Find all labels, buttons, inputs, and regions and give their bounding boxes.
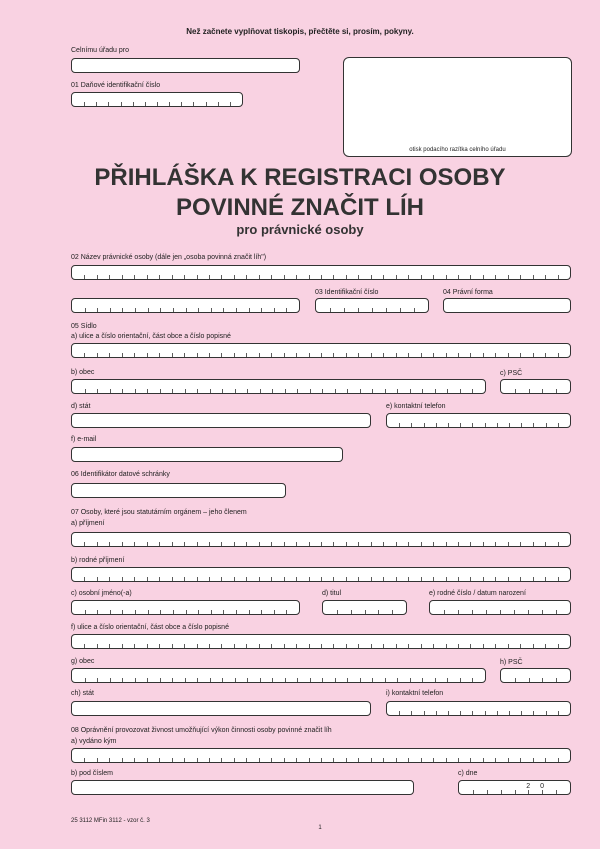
person-street-field[interactable] bbox=[71, 634, 571, 649]
seat-city-label: b) obec bbox=[71, 369, 95, 376]
instructions-notice: Než začnete vyplňovat tiskopis, přečtěte si, prosím, pokyny. bbox=[186, 27, 414, 36]
stamp-box bbox=[343, 57, 572, 157]
comb-ticks bbox=[387, 423, 570, 427]
license-date-label: c) dne bbox=[458, 770, 478, 777]
form-subtitle: pro právnické osoby bbox=[236, 222, 364, 237]
office-label: Celnímu úřadu pro bbox=[71, 47, 129, 54]
person-zip-field[interactable] bbox=[500, 668, 571, 683]
person-surname-label: a) příjmení bbox=[71, 520, 105, 527]
seat-phone-field[interactable] bbox=[386, 413, 571, 428]
stamp-label: otisk podacího razítka celního úřadu bbox=[409, 147, 506, 153]
comb-ticks bbox=[501, 678, 570, 682]
person-surname-field[interactable] bbox=[71, 532, 571, 547]
person-phone-label: i) kontaktní telefon bbox=[386, 690, 444, 697]
comb-ticks bbox=[323, 610, 406, 614]
comb-ticks bbox=[72, 102, 242, 106]
statutory-label: 07 Osoby, které jsou statutárním orgánem – jeho členem bbox=[71, 509, 247, 516]
tax-id-field[interactable] bbox=[71, 92, 243, 107]
person-zip-label: h) PSČ bbox=[500, 659, 523, 666]
person-phone-field[interactable] bbox=[386, 701, 571, 716]
comb-ticks bbox=[72, 758, 570, 762]
databox-label: 06 Identifikátor datové schránky bbox=[71, 471, 170, 478]
license-label: 08 Oprávnění provozovat živnost umožňující výkon činnosti osoby povinné značit líh bbox=[71, 727, 332, 734]
person-birth-surname-field[interactable] bbox=[71, 567, 571, 582]
person-country-field[interactable] bbox=[71, 701, 371, 716]
comb-ticks bbox=[430, 610, 570, 614]
comb-ticks bbox=[72, 353, 570, 357]
form-title-line2: POVINNÉ ZNAČIT LÍH bbox=[175, 194, 424, 221]
person-title-label: d) titul bbox=[322, 590, 342, 597]
comb-ticks bbox=[72, 275, 570, 279]
tax-id-label: 01 Daňové identifikační číslo bbox=[71, 82, 161, 89]
person-birthnum-field[interactable] bbox=[429, 600, 571, 615]
license-date-field[interactable] bbox=[458, 780, 571, 795]
person-birth-surname-label: b) rodné příjmení bbox=[71, 557, 125, 564]
person-firstname-label: c) osobní jméno(-a) bbox=[71, 590, 132, 597]
comb-ticks bbox=[316, 308, 428, 312]
comb-ticks bbox=[72, 644, 570, 648]
databox-field[interactable] bbox=[71, 483, 286, 498]
seat-zip-field[interactable] bbox=[500, 379, 571, 394]
comb-ticks bbox=[72, 577, 570, 581]
license-issuer-field[interactable] bbox=[71, 748, 571, 763]
form-title-line1: PŘIHLÁŠKA K REGISTRACI OSOBY bbox=[94, 164, 506, 191]
comb-ticks bbox=[72, 678, 485, 682]
seat-email-field[interactable] bbox=[71, 447, 343, 462]
name-field-2[interactable] bbox=[71, 298, 300, 313]
name-label: 02 Název právnické osoby (dále jen „osoba povinná značit líh") bbox=[71, 254, 267, 261]
license-number-field[interactable] bbox=[71, 780, 414, 795]
legal-form-label: 04 Právní forma bbox=[443, 289, 493, 296]
person-country-label: ch) stát bbox=[71, 690, 94, 697]
seat-country-label: d) stát bbox=[71, 403, 91, 410]
comb-ticks bbox=[501, 389, 570, 393]
person-firstname-field[interactable] bbox=[71, 600, 300, 615]
comb-ticks bbox=[72, 542, 570, 546]
person-city-field[interactable] bbox=[71, 668, 486, 683]
seat-street-label: a) ulice a číslo orientační, část obce a číslo popisné bbox=[71, 333, 231, 340]
person-street-label: f) ulice a číslo orientační, část obce a číslo popisné bbox=[71, 624, 229, 631]
legal-form-field[interactable] bbox=[443, 298, 571, 313]
date-year-prefill: 2 0 bbox=[526, 783, 548, 790]
person-birthnum-label: e) rodné číslo / datum narození bbox=[429, 590, 526, 597]
form-code: 25 3112 MFin 3112 - vzor č. 3 bbox=[71, 818, 150, 824]
license-issuer-label: a) vydáno kým bbox=[71, 738, 117, 745]
seat-street-field[interactable] bbox=[71, 343, 571, 358]
ico-label: 03 Identifikační číslo bbox=[315, 289, 379, 296]
seat-email-label: f) e-mail bbox=[71, 436, 97, 443]
page-number: 1 bbox=[318, 825, 322, 831]
person-title-field[interactable] bbox=[322, 600, 407, 615]
seat-country-field[interactable] bbox=[71, 413, 371, 428]
seat-label: 05 Sídlo bbox=[71, 323, 97, 330]
seat-city-field[interactable] bbox=[71, 379, 486, 394]
comb-ticks bbox=[72, 308, 299, 312]
ico-field[interactable] bbox=[315, 298, 429, 313]
comb-ticks bbox=[72, 389, 485, 393]
person-city-label: g) obec bbox=[71, 658, 95, 665]
comb-ticks bbox=[72, 610, 299, 614]
license-number-label: b) pod číslem bbox=[71, 770, 114, 777]
comb-ticks bbox=[459, 790, 570, 794]
seat-zip-label: c) PSČ bbox=[500, 370, 523, 377]
seat-phone-label: e) kontaktní telefon bbox=[386, 403, 446, 410]
comb-ticks bbox=[387, 711, 570, 715]
name-field[interactable] bbox=[71, 265, 571, 280]
office-field[interactable] bbox=[71, 58, 300, 73]
